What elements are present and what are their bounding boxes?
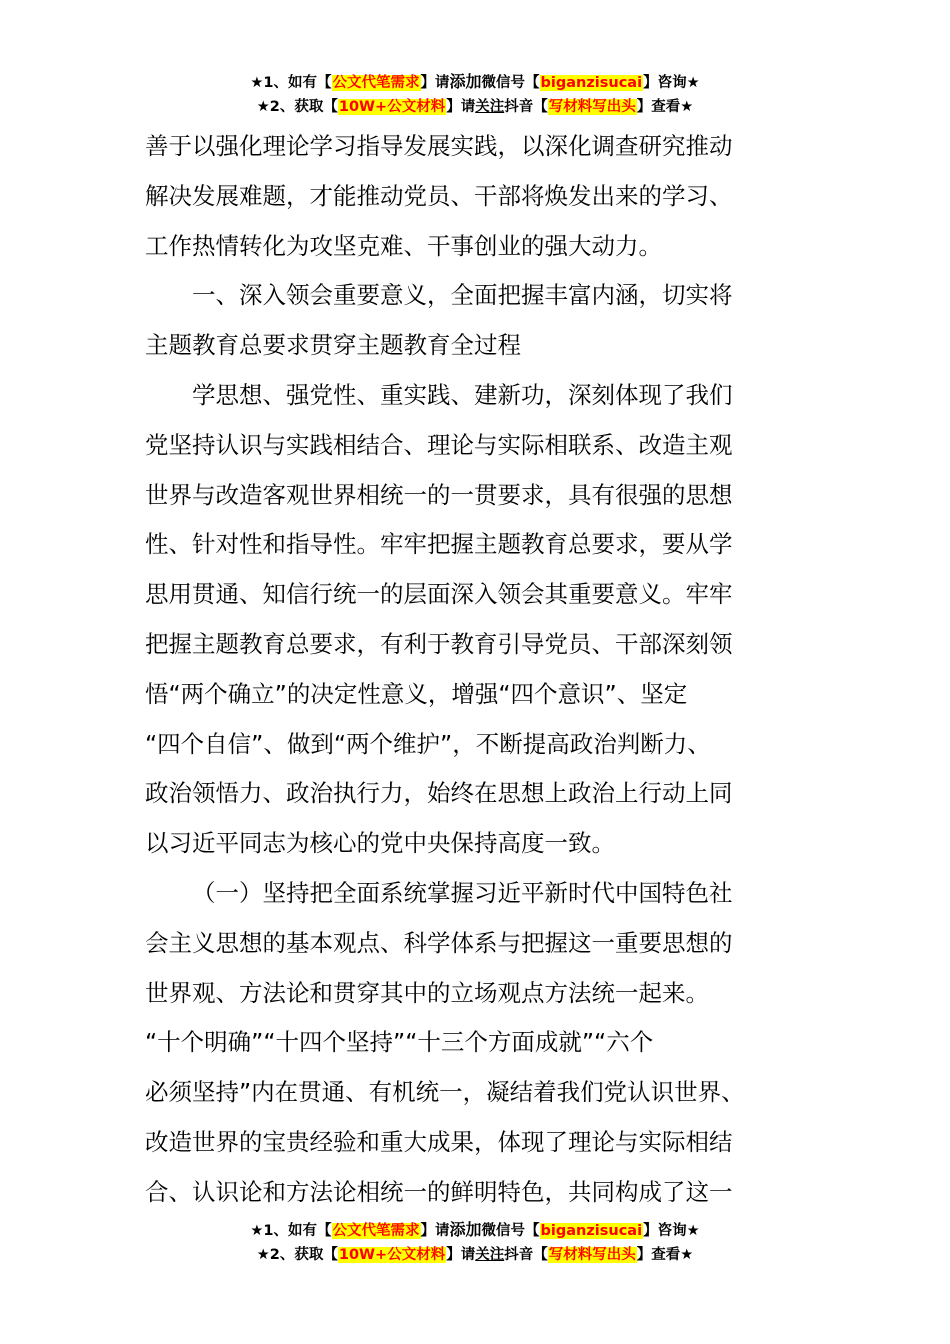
top-banner xyxy=(0,70,950,119)
subsection-line: （一）坚持把全面系统掌握习近平新时代中国特色社 xyxy=(192,878,733,907)
banner-text-emphasis: 添加 xyxy=(449,1220,482,1239)
banner-text-emphasis: 添加 xyxy=(449,72,482,91)
body-line: 政治领悟力、政治执行力，始终在思想上政治上行动上同 xyxy=(145,779,733,808)
banner-text: 抖音【 xyxy=(504,99,548,115)
banner-text-underlined: 关注 xyxy=(475,1247,505,1263)
body-line: 学思想、强党性、重实践、建新功，深刻体现了我们 xyxy=(192,380,733,409)
body-line: 解决发展难题，才能推动党员、干部将焕发出来的学习、 xyxy=(145,181,733,210)
body-line: “十个明确”“十四个坚持”“十三个方面成就”“六个 xyxy=(145,1028,654,1057)
section-heading-line: 主题教育总要求贯穿主题教育全过程 xyxy=(145,331,521,360)
body-line: 世界与改造客观世界相统一的一贯要求，具有很强的思想 xyxy=(145,480,733,509)
banner-text: 】请 xyxy=(420,1223,450,1239)
section-heading-line: 一、深入领会重要意义，全面把握丰富内涵，切实将 xyxy=(192,281,733,310)
banner-text: 】请 xyxy=(420,75,450,91)
banner-text: ★2、获取【 xyxy=(256,99,338,115)
body-line: 改造世界的宝贵经验和重大成果，体现了理论与实际相结 xyxy=(145,1127,733,1156)
banner-text: 抖音【 xyxy=(504,1247,548,1263)
banner-line-1 xyxy=(0,70,950,95)
document-body xyxy=(145,122,805,1218)
banner-text: 】查看★ xyxy=(636,99,694,115)
bottom-banner xyxy=(0,1218,950,1267)
highlight-douyin-account: 写材料写出头 xyxy=(548,1247,636,1263)
banner-text: 】咨询★ xyxy=(643,1223,700,1239)
body-line: 工作热情转化为攻坚克难、干事创业的强大动力。 xyxy=(145,231,662,260)
body-line: “四个自信”、做到“两个维护”，不断提高政治判断力、 xyxy=(145,729,711,758)
highlight-wechat-id: biganzisucai xyxy=(540,75,643,91)
body-line: 世界观、方法论和贯穿其中的立场观点方法统一起来。 xyxy=(145,978,709,1007)
highlight-materials: 10W+公文材料 xyxy=(338,99,446,115)
banner-text: 微信号【 xyxy=(481,1223,540,1239)
banner-text: 微信号【 xyxy=(481,75,540,91)
body-line: 性、针对性和指导性。牢牢把握主题教育总要求，要从学 xyxy=(145,530,733,559)
body-line: 合、认识论和方法论相统一的鲜明特色，共同构成了这一 xyxy=(145,1177,733,1206)
body-line: 善于以强化理论学习指导发展实践，以深化调查研究推动 xyxy=(145,132,733,160)
highlight-materials: 10W+公文材料 xyxy=(338,1247,446,1263)
banner-text: 】请 xyxy=(446,99,476,115)
banner-line-1 xyxy=(0,1218,950,1243)
banner-line-2 xyxy=(0,1243,950,1267)
highlight-wechat-id: biganzisucai xyxy=(540,1223,643,1239)
banner-text: ★1、如有【 xyxy=(250,1223,332,1239)
body-line: 悟“两个确立”的决定性意义，增强“四个意识”、坚定 xyxy=(145,679,688,708)
banner-line-2 xyxy=(0,95,950,119)
banner-text-underlined: 关注 xyxy=(475,99,505,115)
banner-text: 】请 xyxy=(446,1247,476,1263)
highlight-service: 公文代笔需求 xyxy=(332,1223,420,1239)
banner-text: 】咨询★ xyxy=(643,75,700,91)
body-line: 会主义思想的基本观点、科学体系与把握这一重要思想的 xyxy=(145,928,733,957)
body-line: 必须坚持”内在贯通、有机统一，凝结着我们党认识世界、 xyxy=(145,1078,745,1107)
banner-text: ★2、获取【 xyxy=(256,1247,338,1263)
banner-text: 】查看★ xyxy=(636,1247,694,1263)
highlight-douyin-account: 写材料写出头 xyxy=(548,99,636,115)
highlight-service: 公文代笔需求 xyxy=(332,75,420,91)
body-line: 党坚持认识与实践相结合、理论与实际相联系、改造主观 xyxy=(145,430,733,459)
body-line: 把握主题教育总要求，有利于教育引导党员、干部深刻领 xyxy=(145,629,733,658)
body-line: 思用贯通、知信行统一的层面深入领会其重要意义。牢牢 xyxy=(145,580,733,609)
banner-text: ★1、如有【 xyxy=(250,75,332,91)
body-line: 以习近平同志为核心的党中央保持高度一致。 xyxy=(145,829,615,858)
